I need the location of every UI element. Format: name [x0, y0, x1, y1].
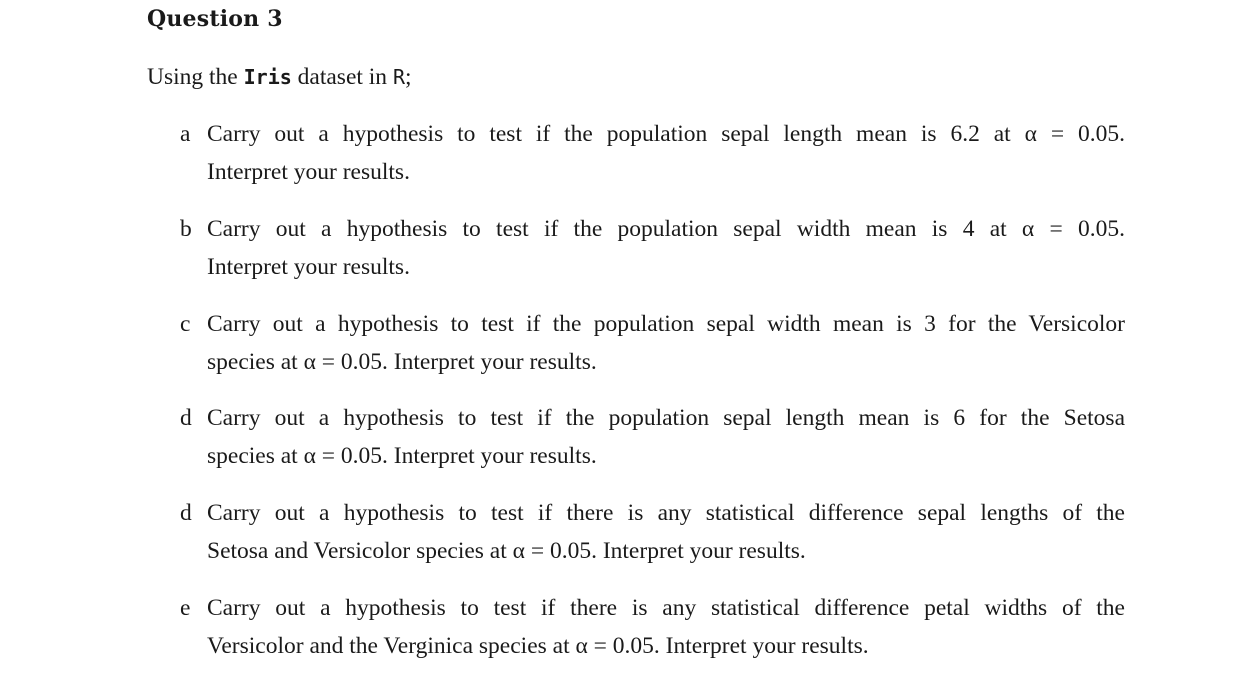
item-line-1: Carry out a hypothesis to test if there is any statistical difference sepal lengths of the [207, 500, 1125, 526]
item-label: c [180, 311, 191, 337]
item-line-2: Versicolor and the Verginica species at α = 0.05. Interpret your results. [207, 633, 869, 659]
item-label: b [180, 216, 192, 242]
item-line-1: Carry out a hypothesis to test if the population sepal width mean is 4 at α = 0.05. [207, 216, 1125, 242]
item-line-2: Interpret your results. [207, 159, 410, 185]
list-item-b [180, 210, 1125, 286]
item-line-2: Setosa and Versicolor species at α = 0.05. Interpret your results. [207, 538, 806, 564]
item-line-2: species at α = 0.05. Interpret your results. [207, 443, 597, 469]
list-item-c [180, 305, 1125, 381]
item-line-1: Carry out a hypothesis to test if the population sepal length mean is 6.2 at α = 0.05. [207, 121, 1125, 147]
language-name: R [392, 65, 405, 89]
item-line-2: Interpret your results. [207, 254, 410, 280]
question-intro [147, 64, 412, 91]
intro-suffix: ; [404, 64, 412, 90]
list-item-a [180, 115, 1125, 191]
item-label: e [180, 595, 191, 621]
list-item-d-second [180, 494, 1125, 570]
item-line-1: Carry out a hypothesis to test if there is any statistical difference petal widths of the [207, 595, 1125, 621]
item-label: a [180, 121, 191, 147]
item-line-1: Carry out a hypothesis to test if the population sepal width mean is 3 for the Versicolor [207, 311, 1125, 337]
item-label: d [180, 405, 192, 431]
list-item-e [180, 589, 1125, 665]
item-line-1: Carry out a hypothesis to test if the population sepal length mean is 6 for the Setosa [207, 405, 1125, 431]
item-line-2: species at α = 0.05. Interpret your results. [207, 349, 597, 375]
intro-middle: dataset in [291, 64, 393, 90]
dataset-name: Iris [243, 65, 292, 89]
question-title: Question 3 [147, 6, 283, 32]
intro-prefix: Using the [147, 64, 244, 90]
item-label: d [180, 500, 192, 526]
list-item-d [180, 399, 1125, 475]
